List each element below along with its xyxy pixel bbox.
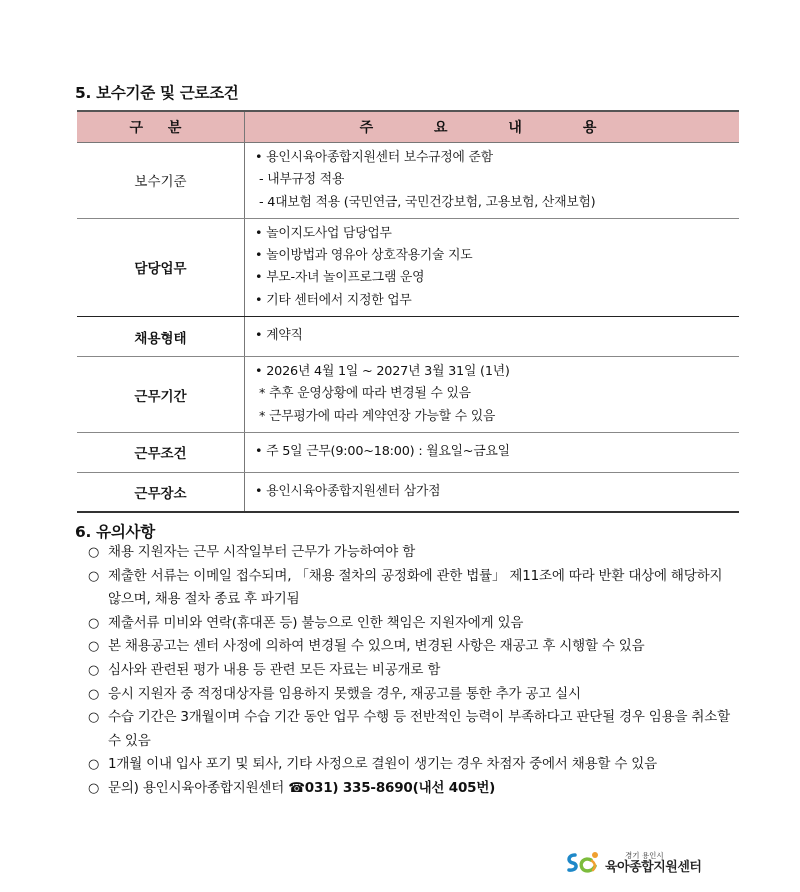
note-text: 1개월 이내 입사 포기 및 퇴사, 기타 사정으로 결원이 생기는 경우 차점자 중에서 채용할 수 있음 — [108, 756, 657, 773]
value-line: • 놀이지도사업 담당업무 — [255, 225, 392, 241]
logo-mark-icon — [565, 849, 601, 877]
value-line: • 2026년 4월 1일 ~ 2027년 3월 31일 (1년) — [255, 364, 510, 380]
note-text: 수습 기간은 3개월이며 수습 기간 동안 업무 수행 등 전반적인 능력이 부족하다고 판단될 경우 임용을 취소할 수 있음 — [108, 709, 730, 749]
value-line: - 내부규정 적용 — [259, 172, 345, 188]
circle-bullet-icon: ○ — [88, 615, 100, 631]
center-logo — [565, 849, 701, 877]
list-item — [88, 753, 738, 777]
row-key: 담당업무 — [77, 218, 245, 316]
list-item — [88, 683, 738, 707]
list-item — [88, 612, 738, 636]
contact-label: 문의) 용인시육아종합지원센터 — [108, 779, 289, 796]
circle-bullet-icon: ○ — [88, 639, 100, 655]
row-key: 채용형태 — [77, 317, 245, 357]
row-value — [245, 317, 740, 357]
header-category: 구 분 — [77, 111, 245, 143]
value-line: • 부모-자녀 놀이프로그램 운영 — [255, 270, 425, 286]
note-text: 제출서류 미비와 연락(휴대폰 등) 불능으로 인한 책임은 지원자에게 있음 — [108, 614, 524, 631]
note-text: 본 채용공고는 센터 사정에 의하여 변경될 수 있으며, 변경된 사항은 재공고 후 시행할 수 있음 — [108, 638, 645, 655]
contact-phone: ☎031) 335-8690(내선 405번) — [288, 779, 496, 796]
value-line: • 용인시육아종합지원센터 삼가점 — [255, 484, 441, 500]
note-text: 채용 지원자는 근무 시작일부터 근무가 가능하여야 함 — [108, 544, 416, 560]
circle-bullet-icon: ○ — [88, 757, 100, 773]
row-key: 근무기간 — [77, 357, 245, 433]
contact-item — [88, 777, 738, 801]
row-value — [245, 143, 740, 219]
header-content: 주 요 내 용 — [245, 111, 740, 143]
logo-subtitle: 경기 용인시 — [625, 851, 664, 860]
circle-bullet-icon: ○ — [88, 710, 100, 726]
table-row-conditions — [77, 432, 739, 472]
row-value — [245, 432, 740, 472]
row-key: 근무조건 — [77, 432, 245, 472]
list-item — [88, 565, 738, 612]
list-item — [88, 659, 738, 683]
circle-bullet-icon: ○ — [88, 780, 100, 796]
circle-bullet-icon: ○ — [88, 662, 100, 678]
note-text: 응시 지원자 중 적정대상자를 임용하지 못했을 경우, 재공고를 통한 추가 공고 실시 — [108, 685, 581, 702]
row-value — [245, 218, 740, 316]
section-5-title: 5. 보수기준 및 근로조건 — [75, 84, 239, 102]
note-text: 제출한 서류는 이메일 접수되며, 「채용 절차의 공정화에 관한 법률」 제11조에 따라 반환 대상에 해당하지 않으며, 채용 절차 종료 후 파기됨 — [108, 567, 723, 608]
value-line: * 근무평가에 따라 계약연장 가능할 수 있음 — [259, 408, 496, 424]
row-key: 근무장소 — [77, 472, 245, 512]
notes-list — [88, 541, 738, 801]
list-item — [88, 706, 738, 753]
list-item — [88, 635, 738, 659]
row-key: 보수기준 — [77, 143, 245, 219]
table-row-pay — [77, 143, 739, 219]
row-value — [245, 472, 740, 512]
value-line: • 놀이방법과 영유아 상호작용기술 지도 — [255, 248, 473, 264]
value-line: • 계약직 — [255, 328, 303, 344]
table-row-employment-type — [77, 317, 739, 357]
circle-bullet-icon: ○ — [88, 545, 100, 560]
value-line: • 용인시육아종합지원센터 보수규정에 준함 — [255, 150, 493, 165]
list-item — [88, 541, 738, 565]
value-line: - 4대보험 적용 (국민연금, 국민건강보험, 고용보험, 산재보험) — [259, 194, 596, 210]
value-line: * 추후 운영상황에 따라 변경될 수 있음 — [259, 386, 471, 402]
circle-bullet-icon: ○ — [88, 568, 100, 584]
table-row-duties — [77, 218, 739, 316]
table-row-period — [77, 357, 739, 433]
section-6-title: 6. 유의사항 — [75, 523, 155, 541]
logo-title: 육아종합지원센터 — [605, 860, 702, 875]
value-line: • 주 5일 근무(9:00~18:00) : 월요일~금요일 — [255, 444, 510, 460]
value-line: • 기타 센터에서 지정한 업무 — [255, 292, 412, 308]
note-text: 심사와 관련된 평가 내용 등 관련 모든 자료는 비공개로 함 — [108, 661, 441, 678]
row-value — [245, 357, 740, 433]
work-conditions-table — [77, 110, 739, 513]
circle-bullet-icon: ○ — [88, 686, 100, 702]
table-row-location — [77, 472, 739, 512]
